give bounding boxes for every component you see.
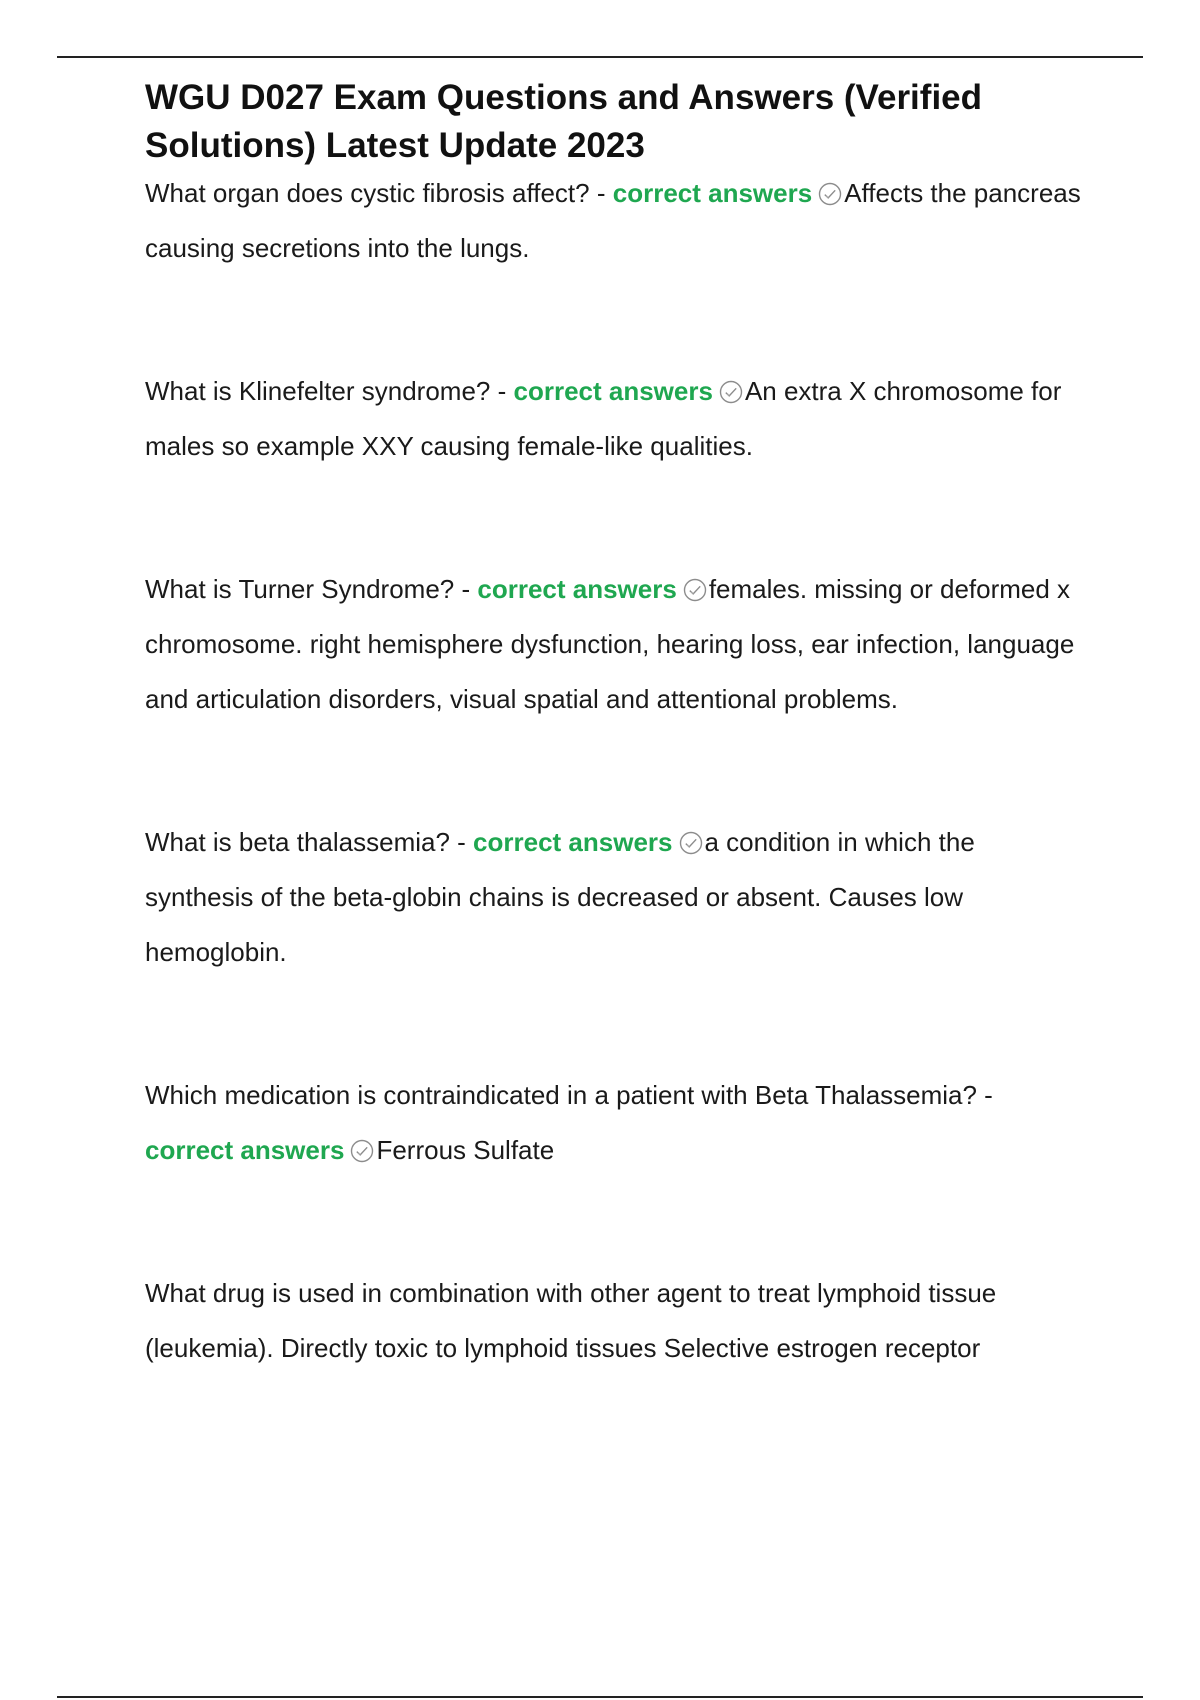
question-text: What is beta thalassemia? - [145, 827, 466, 857]
check-circle-icon [818, 182, 842, 206]
check-circle-icon [679, 831, 703, 855]
answer-text: a condition in which the synthesis of the beta-globin chains is decreased or absent. Causes low hemoglobin. [145, 827, 975, 967]
answer-text: An extra X chromosome for males so example XXY causing female-like qualities. [145, 376, 1062, 461]
check-circle-icon [350, 1139, 374, 1163]
document-page [145, 74, 1085, 1376]
correct-answers-label: correct answers [477, 574, 677, 604]
answer-text: Ferrous Sulfate [376, 1135, 555, 1165]
qa-item-2 [145, 364, 1085, 474]
question-text: What is Klinefelter syndrome? - [145, 376, 507, 406]
question-text: What is Turner Syndrome? - [145, 574, 471, 604]
check-circle-icon [683, 578, 707, 602]
document-title: WGU D027 Exam Questions and Answers (Verified Solutions) Latest Update 2023 [145, 78, 983, 165]
correct-answers-label: correct answers [145, 1135, 345, 1165]
qa-item-6 [145, 1266, 1085, 1376]
bottom-divider [57, 1696, 1143, 1698]
check-circle-icon [719, 380, 743, 404]
qa-item-5 [145, 1068, 1085, 1178]
top-divider [57, 56, 1143, 58]
answer-text: females. missing or deformed x chromosome. right hemisphere dysfunction, hearing loss, ear infection, language and articulation disorders, visual spatial and attentional problems. [145, 574, 1075, 714]
question-text: What drug is used in combination with other agent to treat lymphoid tissue (leukemia). Directly toxic to lymphoid tissues Selective estrogen receptor [145, 1278, 997, 1363]
correct-answers-label: correct answers [612, 178, 813, 208]
correct-answers-label: correct answers [513, 376, 713, 406]
qa-item-1 [145, 166, 1085, 276]
correct-answers-label: correct answers [473, 827, 673, 857]
answer-text: Affects the pancreas causing secretions into the lungs. [145, 178, 1081, 263]
qa-item-3 [145, 562, 1085, 727]
question-text: Which medication is contraindicated in a patient with Beta Thalassemia? - [145, 1080, 993, 1110]
qa-item-4 [145, 815, 1085, 980]
question-text: What organ does cystic fibrosis affect? - [145, 178, 606, 208]
